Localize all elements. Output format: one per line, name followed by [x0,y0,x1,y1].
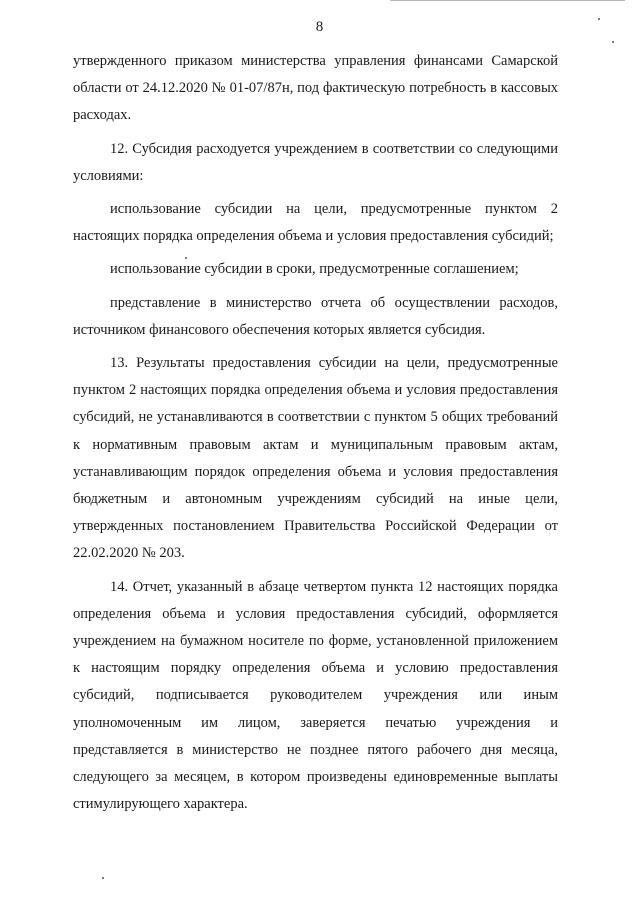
scan-speck [185,257,187,259]
body-text [73,48,558,818]
paragraph-12: 12. Субсидия расходуется учреждением в соответствии со следующими условиями: [73,140,558,184]
paragraph-13: 13. Результаты предоставления субсидии на цели, предусмотренные пунктом 2 настоящих порядка определения объема и условия предоставления субсидий, не устанавливаются в соответствии с пунктом 5 общих требований к нормативным правовым актам и муниципальным правовым актам, устанавливающим порядок определения объема и условия предоставления бюджетным и автономным учреждениям субсидий на иные цели, утвержденных постановлением Правительства Российской Федерации от 22.02.2020 № 203. [73,355,558,562]
scan-speck [102,877,104,879]
paragraph-12-condition-1: использование субсидии на цели, предусмотренные пунктом 2 настоящих порядка определения объема и условия предоставления субсидий; [73,201,558,245]
paragraph-14: 14. Отчет, указанный в абзаце четвертом пункта 12 настоящих порядка определения объема и условия предоставления субсидий, оформляется учреждением на бумажном носителе по форме, установленной приложением к настоящим порядку определения объема и условию предоставления субсидий, подписывается руководителем учреждения или иным уполномоченным им лицом, заверяется печатью учреждения и представляется в министерство не позднее пятого рабочего дня месяца, следующего за месяцем, в котором произведены единовременные выплаты стимулирующего характера. [73,578,558,813]
paragraph-12-condition-2: использование субсидии в сроки, предусмотренные соглашением; [110,261,519,278]
paragraph-continuation: утвержденного приказом министерства управления финансами Самарской области от 24.12.2020 № 01-07/87н, под фактическую потребность в кассовых расходах. [73,53,558,124]
scan-speck [598,18,600,20]
paragraph-12-condition-3: представление в министерство отчета об осуществлении расходов, источником финансового обеспечения которых является субсидия. [73,294,558,338]
scan-speck [612,41,614,43]
scan-edge-line [390,0,625,1]
page-number: 8 [315,19,324,35]
